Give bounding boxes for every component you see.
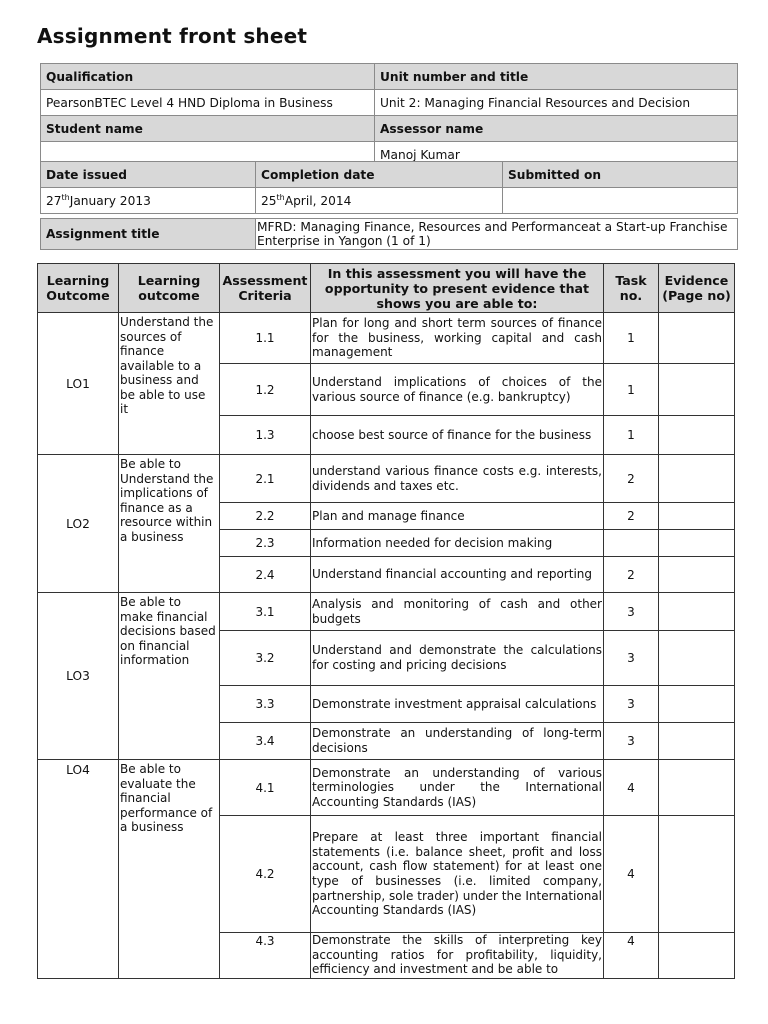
criteria-text: understand various finance costs e.g. interests, dividends and taxes etc. bbox=[311, 455, 604, 503]
learning-outcome-header: Learning Outcome bbox=[38, 264, 119, 313]
criteria-text: choose best source of finance for the business bbox=[311, 416, 604, 455]
task-number: 1 bbox=[604, 364, 659, 416]
evidence-page-cell[interactable] bbox=[659, 631, 735, 686]
evidence-page-cell[interactable] bbox=[659, 686, 735, 723]
evidence-page-cell[interactable] bbox=[659, 723, 735, 760]
qualification-label: Qualification bbox=[41, 64, 375, 90]
evidence-page-cell[interactable] bbox=[659, 593, 735, 631]
criteria-code: 3.4 bbox=[220, 723, 311, 760]
completion-date-label: Completion date bbox=[256, 162, 503, 188]
evidence-page-cell[interactable] bbox=[659, 416, 735, 455]
learning-outcome-code: LO1 bbox=[38, 313, 119, 455]
criteria-text: Understand financial accounting and reporting bbox=[311, 557, 604, 593]
criteria-code: 3.2 bbox=[220, 631, 311, 686]
task-number: 3 bbox=[604, 631, 659, 686]
assessor-name-label: Assessor name bbox=[375, 116, 738, 142]
table-row bbox=[38, 313, 735, 364]
assignment-title-value[interactable]: MFRD: Managing Finance, Resources and Performanceat a Start-up Franchise Enterprise in Yangon (1 of 1) bbox=[256, 219, 738, 250]
unit-value[interactable]: Unit 2: Managing Financial Resources and Decision bbox=[375, 90, 738, 116]
evidence-page-cell[interactable] bbox=[659, 760, 735, 816]
details-table bbox=[40, 63, 738, 168]
learning-outcome-description: Be able to evaluate the financial performance of a business bbox=[119, 760, 220, 979]
learning-outcome-description: Be able to Understand the implications of finance as a resource within a business bbox=[119, 455, 220, 593]
table-row bbox=[38, 455, 735, 503]
task-number: 1 bbox=[604, 416, 659, 455]
learning-outcome-code: LO3 bbox=[38, 593, 119, 760]
task-number: 4 bbox=[604, 933, 659, 979]
criteria-text: Plan for long and short term sources of finance for the business, working capital and cash management bbox=[311, 313, 604, 364]
page-title: Assignment front sheet bbox=[37, 24, 308, 48]
criteria-code: 2.3 bbox=[220, 530, 311, 557]
task-number: 2 bbox=[604, 557, 659, 593]
task-number: 2 bbox=[604, 503, 659, 530]
criteria-text: Information needed for decision making bbox=[311, 530, 604, 557]
criteria-text: Demonstrate the skills of interpreting key accounting ratios for profitability, liquidity, efficiency and investment and be able to bbox=[311, 933, 604, 979]
table-row bbox=[38, 760, 735, 816]
task-number: 4 bbox=[604, 816, 659, 933]
task-number: 3 bbox=[604, 593, 659, 631]
assessor-name-value[interactable]: Manoj Kumar bbox=[375, 142, 738, 168]
assignment-title-label: Assignment title bbox=[41, 219, 256, 250]
criteria-text: Analysis and monitoring of cash and other budgets bbox=[311, 593, 604, 631]
evidence-page-cell[interactable] bbox=[659, 816, 735, 933]
task-number: 4 bbox=[604, 760, 659, 816]
evidence-page-cell[interactable] bbox=[659, 557, 735, 593]
evidence-description-header: In this assessment you will have the opportunity to present evidence that shows you are able to: bbox=[311, 264, 604, 313]
criteria-code: 2.1 bbox=[220, 455, 311, 503]
evidence-page-cell[interactable] bbox=[659, 503, 735, 530]
criteria-code: 3.1 bbox=[220, 593, 311, 631]
criteria-code: 4.2 bbox=[220, 816, 311, 933]
learning-outcome-code: LO4 bbox=[38, 760, 119, 979]
assessment-criteria-table bbox=[37, 263, 735, 979]
criteria-code: 2.2 bbox=[220, 503, 311, 530]
task-no-header: Task no. bbox=[604, 264, 659, 313]
evidence-page-header: Evidence (Page no) bbox=[659, 264, 735, 313]
submitted-on-field[interactable] bbox=[503, 188, 738, 214]
evidence-page-cell[interactable] bbox=[659, 364, 735, 416]
date-issued-label: Date issued bbox=[41, 162, 256, 188]
learning-outcome-description: Understand the sources of finance available to a business and be able to use it bbox=[119, 313, 220, 455]
criteria-text: Prepare at least three important financial statements (i.e. balance sheet, profit and loss account, cash flow statement) for at least one type of businesses (i.e. limited company, partnership, sole trader) under the International Accounting Standards (IAS) bbox=[311, 816, 604, 933]
assessment-criteria-header: Assessment Criteria bbox=[220, 264, 311, 313]
criteria-code: 4.1 bbox=[220, 760, 311, 816]
completion-date-value[interactable]: 25thApril, 2014 bbox=[256, 188, 503, 214]
criteria-code: 1.1 bbox=[220, 313, 311, 364]
task-number: 2 bbox=[604, 455, 659, 503]
evidence-page-cell[interactable] bbox=[659, 933, 735, 979]
header-row bbox=[38, 264, 735, 313]
task-number: 3 bbox=[604, 723, 659, 760]
task-number: 3 bbox=[604, 686, 659, 723]
evidence-page-cell[interactable] bbox=[659, 530, 735, 557]
criteria-text: Understand and demonstrate the calculations for costing and pricing decisions bbox=[311, 631, 604, 686]
learning-outcome-code: LO2 bbox=[38, 455, 119, 593]
student-name-label: Student name bbox=[41, 116, 375, 142]
evidence-page-cell[interactable] bbox=[659, 313, 735, 364]
criteria-code: 1.3 bbox=[220, 416, 311, 455]
criteria-text: Understand implications of choices of the various source of finance (e.g. bankruptcy) bbox=[311, 364, 604, 416]
date-issued-value[interactable]: 27thJanuary 2013 bbox=[41, 188, 256, 214]
task-number bbox=[604, 530, 659, 557]
unit-label: Unit number and title bbox=[375, 64, 738, 90]
criteria-code: 4.3 bbox=[220, 933, 311, 979]
criteria-text: Demonstrate investment appraisal calculations bbox=[311, 686, 604, 723]
learning-outcome-description: Be able to make financial decisions based on financial information bbox=[119, 593, 220, 760]
criteria-text: Plan and manage finance bbox=[311, 503, 604, 530]
task-number: 1 bbox=[604, 313, 659, 364]
table-row bbox=[38, 593, 735, 631]
dates-table bbox=[40, 161, 738, 214]
criteria-code: 1.2 bbox=[220, 364, 311, 416]
qualification-value[interactable]: PearsonBTEC Level 4 HND Diploma in Business bbox=[41, 90, 375, 116]
criteria-code: 2.4 bbox=[220, 557, 311, 593]
learning-outcome-desc-header: Learning outcome bbox=[119, 264, 220, 313]
evidence-page-cell[interactable] bbox=[659, 455, 735, 503]
criteria-code: 3.3 bbox=[220, 686, 311, 723]
submitted-on-label: Submitted on bbox=[503, 162, 738, 188]
assignment-title-table bbox=[40, 218, 738, 250]
criteria-text: Demonstrate an understanding of long-term decisions bbox=[311, 723, 604, 760]
criteria-text: Demonstrate an understanding of various terminologies under the International Accounting Standards (IAS) bbox=[311, 760, 604, 816]
